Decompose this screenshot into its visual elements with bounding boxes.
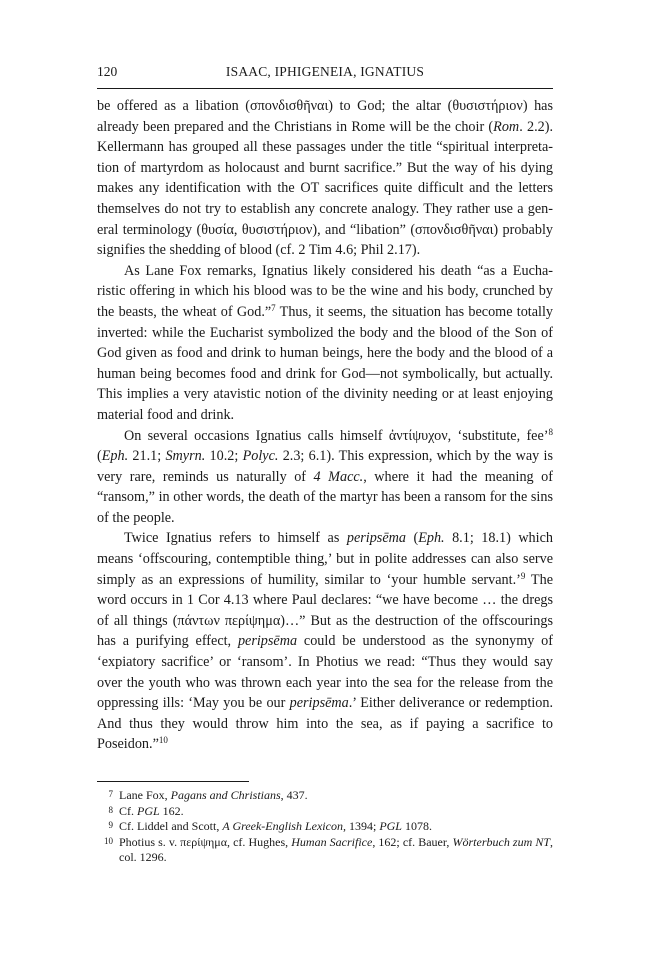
text-run: , where it had the meaning of “ransom,” in other words, the death of the martyr has been a ransom for the sins of the people. [97,468,553,526]
italic-text: Eph. [101,448,129,465]
italic-text: peripsēma [289,695,349,712]
footnote [97,819,553,835]
footnote-ref: 10 [158,735,168,746]
italic-text: Wörterbuch zum NT [452,834,551,849]
footnote [97,835,553,866]
footnote-text [119,788,553,804]
page-number: 120 [97,64,118,79]
italic-text: Polyc. [242,448,279,465]
footnote-text [119,835,553,866]
running-title: ISAAC, IPHIGENEIA, IGNATIUS [225,64,425,79]
main-text [97,96,553,755]
italic-text: PGL [379,819,402,834]
footnote [97,804,553,820]
paragraph [97,426,553,529]
text-run: ( [405,530,419,547]
text-run: As Lane Fox remarks, Ignatius likely considered his death “as a Eucharistic offering in which his blood was to be the wine and his body, crunched by the beasts, the wheat of God.” [97,262,553,320]
italic-text: 4 Macc. [313,468,364,485]
footnote-ref: 9 [520,570,526,581]
paragraph [97,96,553,261]
italic-text: peripsēma [237,633,298,650]
text-run: The word occurs in 1 Cor 4.13 where Paul declares: “we have become … the dregs of all things (πάντων περίψημα)…” But as the destruction of the offscourings has a purifying effect, [97,571,553,650]
italic-text: Rom [493,118,520,135]
text-run: , 162; cf. Bauer, [372,834,453,849]
italic-text: A Greek-English Lexicon, [222,819,346,834]
footnote-number: 10 [104,835,113,846]
text-run: could be understood as the synonymy of ‘expiatory sacrifice’ or ‘ransom’. In Photius we read: “Thus they would say over the youth who was thrown each year into the sea for the release from the oppressing ills: ‘May you be our [97,633,553,712]
text-run: . 2.2). Kellermann has grouped all these passages under the title “spiritual interpretation of martyrdom as holocaust and burnt sacrifice.” But the way of his dying makes any identification with the OT sacrifices quite difficult and the letters themselves do not try to establish any concrete analogy. They rather use a general terminology (θυσία, θυσιστήριον), and “libation” (σπονδισθῆναι) probably signifies the shedding of blood (cf. 2 Tim 4.6; Phil 2.17). [97,118,553,259]
text-run: Photius s. v. περίψημα, cf. Hughes, [119,834,292,849]
italic-text: Eph. [418,530,445,547]
text-run: Thus, it seems, the situation has become totally inverted: while the Eucharist symbolized the body and the blood of the Son of God given as food and drink to human beings, here the body and the blood of a human being becomes food and drink for God—not symbolically, but actually. This implies a very atavistic notion of the divinity needing or at least enjoying material food and drink. [97,303,554,423]
footnote-ref: 7 [271,302,276,313]
italic-text: peripsēma [346,530,406,547]
footnote-ref: 8 [548,426,553,437]
italic-text: Pagans and Christians [170,788,281,802]
text-run: be offered as a libation (σπονδισθῆναι) to God; the altar (θυσιστήριον) has already been prepared and the Christians in Rome will be the choir ( [97,98,553,135]
text-run: 10.2; [205,448,243,465]
text-run: .’ Either deliverance or redemption. And thus they would throw him into the sea, as if paying a sacrifice to Poseidon.” [97,695,553,753]
text-run: Cf. [119,803,137,818]
text-run: 1394; [345,819,380,834]
text-run: ( [97,448,102,465]
footnote-rule [97,781,249,782]
italic-text: Smyrn. [165,448,206,465]
footnotes [97,788,553,866]
footnote-number: 8 [108,804,113,815]
text-run: 162. [159,803,184,818]
text-run: 8.1; 18.1) which means ‘offscouring, contemptible thing,’ but in polite addresses can also serve simply as an expressions of humility, similar to ‘your humble servant.’ [97,530,553,588]
text-run: 1078. [401,819,432,834]
footnote-text [119,819,553,835]
text-run: , col. 1296. [119,834,554,865]
paragraph [97,261,553,426]
footnote [97,788,553,804]
footnote-number: 7 [108,789,113,799]
text-run: Cf. Liddel and Scott, [119,819,223,834]
italic-text: Human Sacrifice [291,834,373,849]
text-run: Lane Fox, [119,788,171,802]
paragraph [97,528,553,755]
italic-text: PGL [137,803,160,818]
text-run: , 437. [280,788,308,802]
text-run: Twice Ignatius refers to himself as [124,530,347,547]
footnote-text [119,804,553,820]
text-run: 2.3; 6.1). This expression, which by the way is very rare, reminds us naturally of [97,448,553,485]
footnote-number: 9 [108,820,113,831]
text-run: 21.1; [128,448,166,465]
running-header [97,64,553,86]
header-rule [97,88,553,89]
text-run: On several occasions Ignatius calls himself ἀντίψυχον, ‘substitute, fee’ [124,427,549,444]
book-page [97,64,553,866]
